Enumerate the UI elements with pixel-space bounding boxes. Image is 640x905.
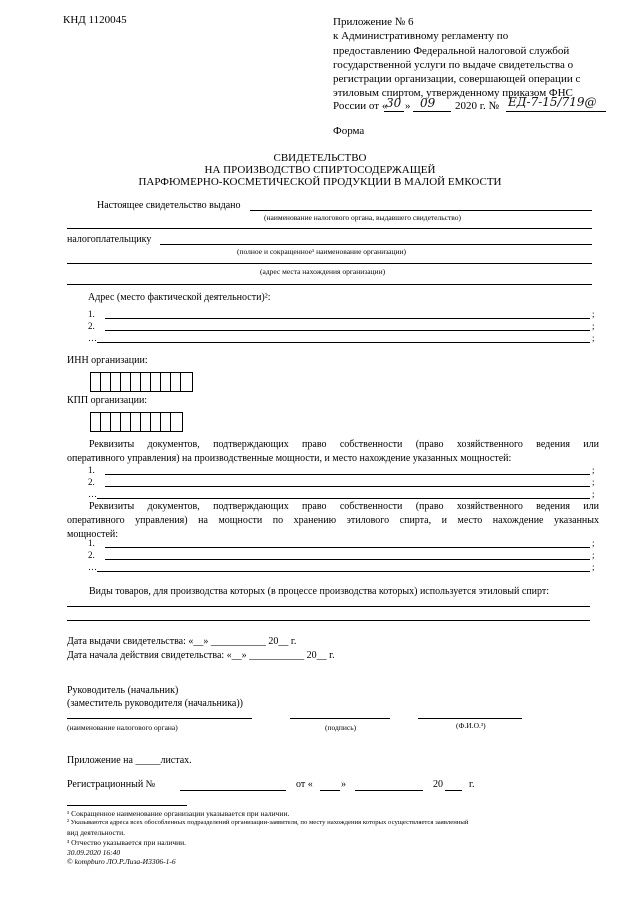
ellipsis: … (88, 562, 97, 572)
footnote-divider (67, 805, 187, 806)
print-source: © kompburo ЛО.Р.Лиза-И3306-1-6 (67, 857, 176, 866)
appendix-line: к Административному регламенту по (333, 30, 509, 43)
inn-boxes[interactable] (90, 372, 193, 392)
knd-code: КНД 1120045 (63, 14, 127, 26)
appendix-line: Приложение № 6 (333, 16, 414, 28)
issue-date: Дата выдачи свидетельства: «__» ___________ 20__ г. (67, 636, 297, 647)
reg-from: от « (296, 779, 313, 790)
activity-address-1[interactable] (105, 318, 590, 319)
semicolon: ; (592, 477, 595, 487)
ellipsis: … (88, 333, 97, 343)
org-address-field-2[interactable] (67, 284, 592, 285)
issued-to-field-2[interactable] (67, 228, 592, 229)
item-number: 2. (88, 550, 95, 560)
reg-number-field[interactable] (180, 790, 286, 791)
appendix-line: регистрации организации, совершающей операции с (333, 73, 581, 86)
semicolon: ; (592, 489, 595, 499)
requisites-storage (67, 500, 599, 542)
kpp-boxes[interactable] (90, 412, 183, 432)
requisites-line: оперативного управления) на производственные мощности, и место нахождение указанных мощностей: (67, 453, 512, 464)
storage-doc-more[interactable] (97, 571, 590, 572)
storage-doc-1[interactable] (105, 547, 590, 548)
reg-g: г. (469, 779, 475, 790)
reg-year: 20 (433, 779, 443, 790)
org-address-field[interactable] (67, 263, 592, 264)
issued-to-caption: (наименование налогового органа, выдавшего свидетельство) (264, 213, 462, 222)
appendix-sheets: Приложение на _____листах. (67, 755, 192, 766)
fio-field[interactable] (418, 718, 522, 719)
requisites-line: оперативного управления) на мощности по хранению этилового спирта, и место нахождение указанных (67, 515, 599, 526)
footnote-2: ² Указываются адреса всех обособленных подразделений организации-заявителя, по месту нахождения которых осуществляется заявленный (67, 819, 469, 826)
footnote-2-cont: вид деятельности. (67, 828, 126, 837)
org-name-field[interactable] (160, 244, 592, 245)
appendix-line: этиловым спиртом, утвержденному приказом ФНС (333, 87, 573, 100)
issued-to-label: Настоящее свидетельство выдано (97, 200, 241, 211)
title-line: НА ПРОИЗВОДСТВО СПИРТОСОДЕРЖАЩЕЙ (204, 164, 436, 176)
semicolon: ; (592, 321, 595, 331)
print-timestamp: 30.09.2020 16:40 (67, 848, 121, 857)
title-line: СВИДЕТЕЛЬСТВО (273, 152, 367, 164)
ellipsis: … (88, 489, 97, 499)
activity-address-label: Адрес (место фактической деятельности)²: (88, 292, 271, 303)
start-date: Дата начала действия свидетельства: «__» ___________ 20__ г. (67, 650, 335, 661)
deputy-title: (заместитель руководителя (начальника)) (67, 698, 244, 709)
production-doc-2[interactable] (105, 486, 590, 487)
order-number: ЕД-7-15/719@ (508, 95, 597, 109)
tax-authority-caption: (наименование налогового органа) (67, 723, 178, 732)
requisites-line: Реквизиты документов, подтверждающих право собственности (право хозяйственного ведения или (89, 501, 599, 512)
fio-caption: (Ф.И.О.³) (456, 721, 486, 730)
org-name-caption: (полное и сокращенное¹ наименование организации) (237, 247, 407, 256)
appendix-line: государственной услуги по выдаче свидетельства о (333, 58, 574, 71)
order-day: 30 (386, 96, 402, 110)
inn-label: ИНН организации: (67, 355, 148, 366)
order-month: 09 (420, 96, 436, 110)
activity-address-more[interactable] (97, 342, 590, 343)
org-address-caption: (адрес места нахождения организации) (260, 267, 386, 276)
reg-year-field[interactable] (445, 790, 462, 791)
order-date-mid: » (405, 100, 411, 112)
semicolon: ; (592, 333, 595, 343)
title-line: ПАРФЮМЕРНО-КОСМЕТИЧЕСКОЙ ПРОДУКЦИИ В МАЛОЙ ЕМКОСТИ (138, 176, 502, 188)
semicolon: ; (592, 550, 595, 560)
reg-quote: » (341, 779, 346, 790)
appendix-block (333, 15, 580, 101)
head-title: Руководитель (начальник) (67, 685, 179, 696)
semicolon: ; (592, 538, 595, 548)
order-date-prefix: России от « (333, 100, 388, 112)
storage-doc-2[interactable] (105, 559, 590, 560)
reg-day-field[interactable] (320, 790, 340, 791)
document-title (0, 152, 640, 188)
activity-address-2[interactable] (105, 330, 590, 331)
reg-number-label: Регистрационный № (67, 779, 156, 790)
goods-label: Виды товаров, для производства которых (в процессе производства которых) используется этиловый спирт: (89, 586, 550, 597)
item-number: 1. (88, 538, 95, 548)
semicolon: ; (592, 309, 595, 319)
form-label: Форма (333, 125, 365, 137)
footnote-3: ³ Отчество указывается при наличии. (67, 838, 187, 847)
item-number: 2. (88, 321, 95, 331)
goods-field-2[interactable] (67, 620, 590, 621)
signature-caption: (подпись) (325, 723, 357, 732)
tax-authority-field[interactable] (67, 718, 252, 719)
item-number: 1. (88, 309, 95, 319)
requisites-line: Реквизиты документов, подтверждающих право собственности (право хозяйственного ведения или (89, 439, 599, 450)
item-number: 1. (88, 465, 95, 475)
semicolon: ; (592, 562, 595, 572)
order-year: 2020 г. № (455, 100, 500, 112)
kpp-label: КПП организации: (67, 395, 148, 406)
issued-to-field[interactable] (250, 210, 592, 211)
footnote-1: ¹ Сокращенное наименование организации указывается при наличии. (67, 809, 290, 818)
semicolon: ; (592, 465, 595, 475)
production-doc-more[interactable] (97, 498, 590, 499)
signature-field[interactable] (290, 718, 390, 719)
goods-field-1[interactable] (67, 606, 590, 607)
taxpayer-label: налогоплательщику (67, 234, 152, 245)
requisites-production (67, 438, 599, 466)
appendix-line: предоставлению Федеральной налоговой службой (333, 44, 570, 57)
reg-month-field[interactable] (355, 790, 423, 791)
production-doc-1[interactable] (105, 474, 590, 475)
requisites-line: мощностей: (67, 529, 119, 540)
item-number: 2. (88, 477, 95, 487)
